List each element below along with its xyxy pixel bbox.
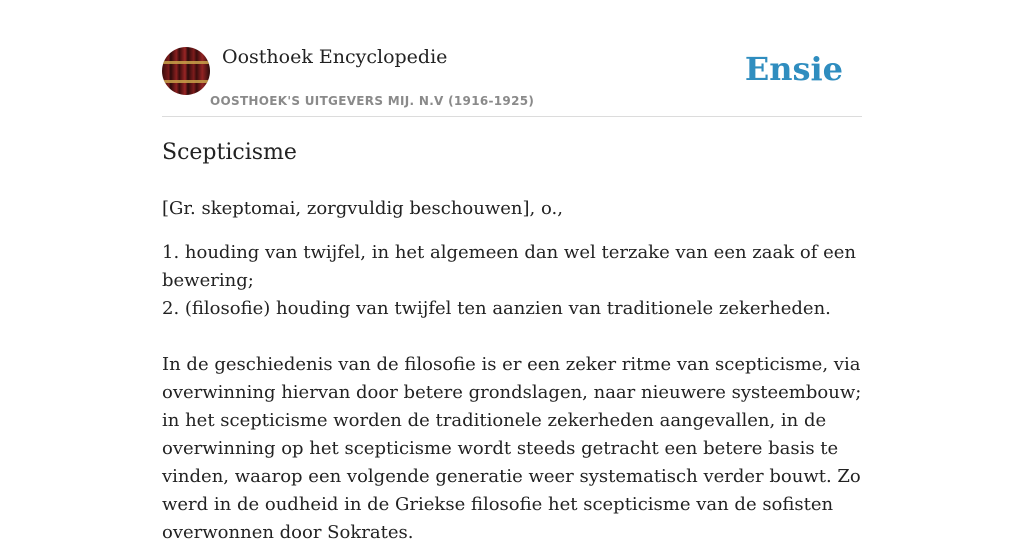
definition-item: 1. houding van twijfel, in het algemeen dan wel terzake van een zaak of een bewering;	[162, 242, 856, 291]
entry-definitions	[162, 239, 862, 323]
definition-item: 2. (filosofie) houding van twijfel ten aanzien van traditionele zekerheden.	[162, 298, 831, 319]
entry-body: In de geschiedenis van de filosofie is er een zeker ritme van scepticisme, via overwinning hiervan door betere grondslagen, naar nieuwere systeembouw; in het scepticisme worden de traditionele zekerheden aangevallen, in de overwinning op het scepticisme wordt steeds getracht een betere basis te vinden, waarop een volgende generatie weer systematisch verder bouwt. Zo werd in de oudheid in de Griekse filosofie het scepticisme van de sofisten overwonnen door Sokrates.	[162, 354, 862, 543]
entry-etymology: [Gr. skeptomai, zorgvuldig beschouwen], o.,	[162, 198, 563, 219]
book-spine-band	[162, 80, 210, 83]
publisher-avatar[interactable]	[162, 47, 210, 95]
publisher-subtitle: OOSTHOEK'S UITGEVERS MIJ. N.V (1916-1925)	[210, 94, 535, 108]
entry-title: Scepticisme	[162, 140, 297, 165]
source-title[interactable]: Oosthoek Encyclopedie	[222, 46, 448, 68]
brand-logo[interactable]: Ensie	[744, 50, 843, 88]
site-header	[162, 0, 862, 117]
book-spine-band	[162, 61, 210, 64]
page	[162, 0, 862, 543]
